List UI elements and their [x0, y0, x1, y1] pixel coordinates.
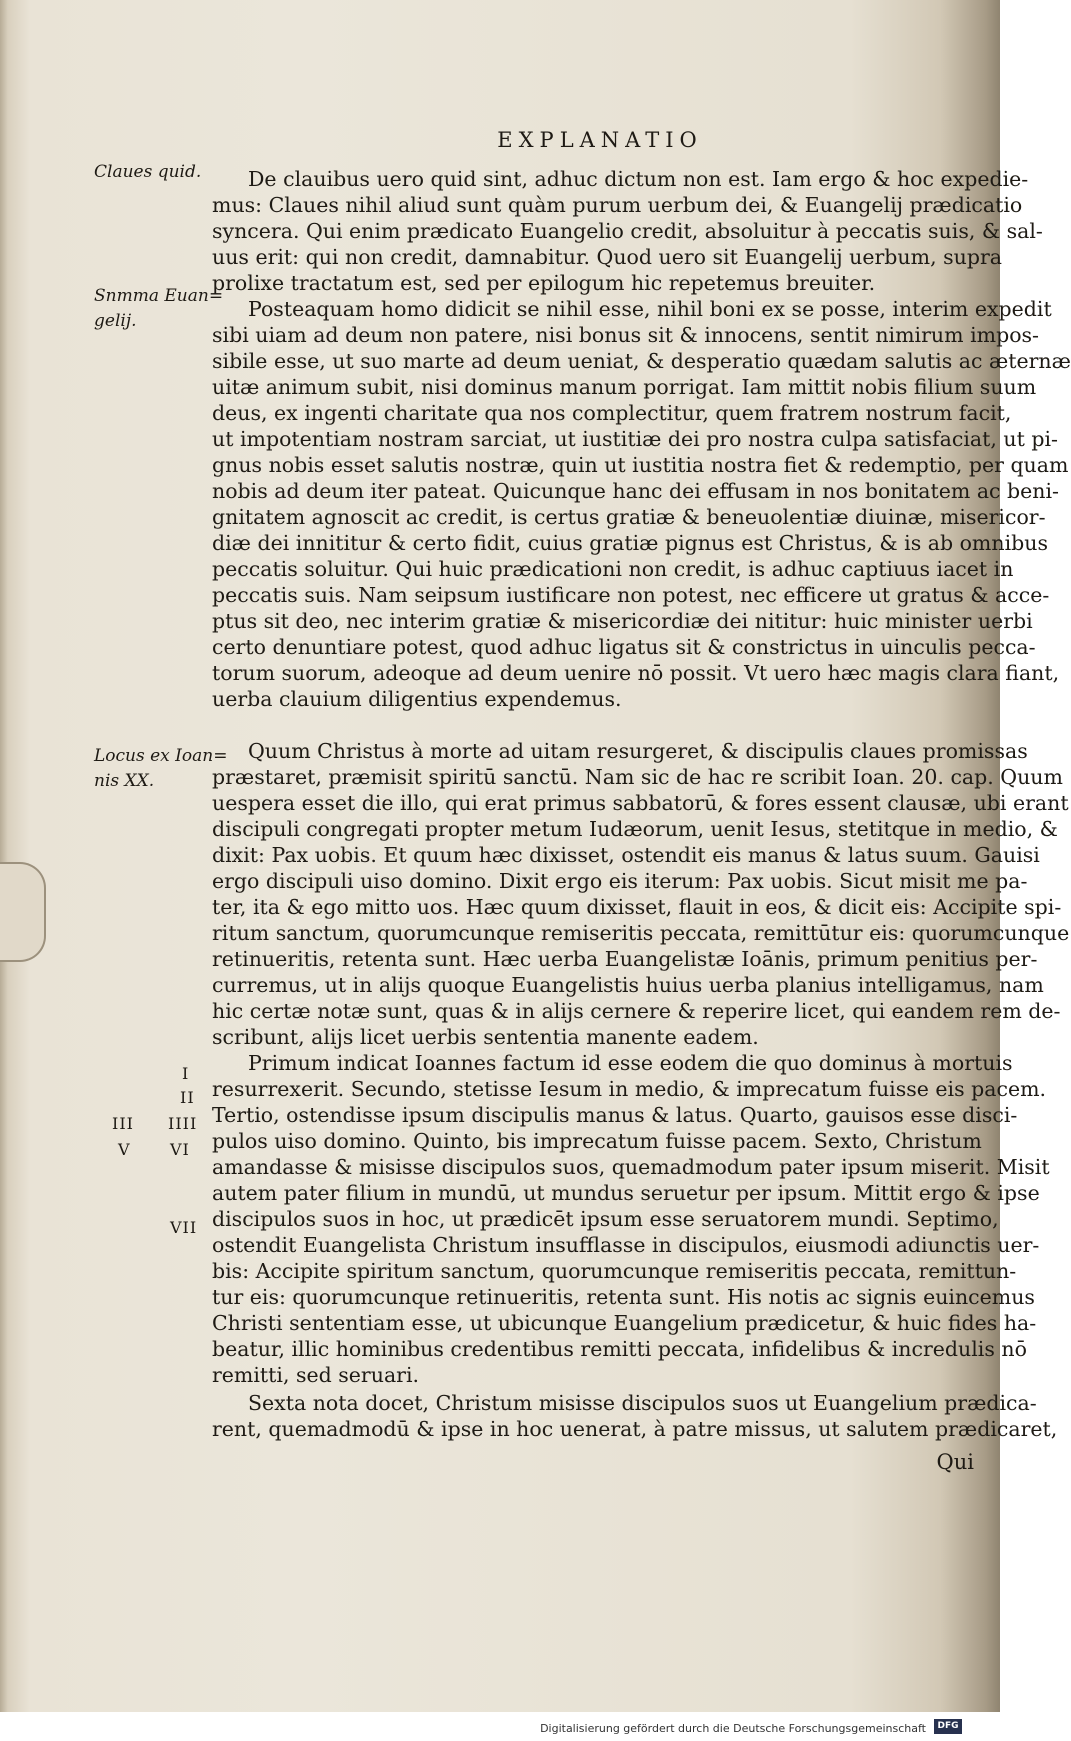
text-line: uitæ animum subit, nisi dominus manum porrigat. Iam mittit nobis filium suum [212, 375, 1037, 399]
text-line: sibile esse, ut suo marte ad deum ueniat, & desperatio quædam salutis ac æternæ [212, 349, 1071, 373]
margin-numeral: I [182, 1064, 190, 1083]
dfg-logo-icon: DFG [934, 1719, 962, 1734]
text-line: uespera esset die illo, qui erat primus sabbatorū, & fores essent clausæ, ubi erant [212, 791, 1069, 815]
margin-note-summa-1: Snmma Euan= [94, 286, 224, 306]
text-line: pulos uiso domino. Quinto, bis imprecatum fuisse pacem. Sexto, Christum [212, 1129, 982, 1153]
text-line: curremus, ut in alijs quoque Euangelistis huius uerba planius intelligamus, nam [212, 973, 1044, 997]
text-line: Posteaquam homo didicit se nihil esse, nihil boni ex se posse, interim expedit [248, 297, 1052, 321]
margin-numeral: II [180, 1088, 195, 1107]
running-head: EXPLANATIO [497, 128, 703, 152]
text-line: ptus sit deo, nec interim gratiæ & misericordiæ dei nititur: huic minister uerbi [212, 609, 1033, 633]
margin-numeral: IIII [168, 1114, 198, 1133]
text-line: Tertio, ostendisse ipsum discipulis manus & latus. Quarto, gauisos esse disci- [212, 1103, 1018, 1127]
text-line: diæ dei innititur & certo fidit, cuius gratiæ pignus est Christus, & is ab omnibus [212, 531, 1048, 555]
digitization-credit: Digitalisierung gefördert durch die Deutsche Forschungsgemeinschaft [540, 1722, 926, 1735]
text-line: deus, ex ingenti charitate qua nos complectitur, quem fratrem nostrum facit, [212, 401, 1012, 425]
page-tab-edge [0, 862, 46, 962]
text-line: ergo discipuli uiso domino. Dixit ergo eis iterum: Pax uobis. Sicut misit me pa- [212, 869, 1028, 893]
text-line: dixit: Pax uobis. Et quum hæc dixisset, ostendit eis manus & latus suum. Gauisi [212, 843, 1040, 867]
text-line: torum suorum, adeoque ad deum uenire nō possit. Vt uero hæc magis clara fiant, [212, 661, 1060, 685]
text-line: ut impotentiam nostram sarciat, ut iustitiæ dei pro nostra culpa satisfaciat, ut pi- [212, 427, 1058, 451]
text-line: Quum Christus à morte ad uitam resurgeret, & discipulis claues promissas [248, 739, 1028, 763]
text-line: sibi uiam ad deum non patere, nisi bonus sit & innocens, sentit nimirum impos- [212, 323, 1039, 347]
text-line: discipuli congregati propter metum Iudæorum, uenit Iesus, stetitque in medio, & [212, 817, 1058, 841]
text-line: peccatis soluitur. Qui huic prædicationi non credit, is adhuc captiuus iacet in [212, 557, 1014, 581]
text-line: bis: Accipite spiritum sanctum, quorumcunque remiseritis peccata, remittun- [212, 1259, 1017, 1283]
text-line: Primum indicat Ioannes factum id esse eodem die quo dominus à mortuis [248, 1051, 1013, 1075]
margin-note-locus-2: nis XX. [94, 771, 155, 791]
text-line: De clauibus uero quid sint, adhuc dictum non est. Iam ergo & hoc expedie- [248, 167, 1029, 191]
text-line: certo denuntiare potest, quod adhuc ligatus sit & constrictus in uinculis pecca- [212, 635, 1036, 659]
text-line: retinueritis, retenta sunt. Hæc uerba Euangelistæ Ioānis, primum penitius per- [212, 947, 1038, 971]
text-line: scribunt, alijs licet uerbis sententia manente eadem. [212, 1025, 759, 1049]
text-line: hic certæ notæ sunt, quas & in alijs cernere & reperire licet, qui eandem rem de- [212, 999, 1061, 1023]
text-line: Christi sententiam esse, ut ubicunque Euangelium prædicetur, & huic fides ha- [212, 1311, 1037, 1335]
text-line: autem pater filium in mundū, ut mundus seruetur per ipsum. Mittit ergo & ipse [212, 1181, 1040, 1205]
text-line: amandasse & misisse discipulos suos, quemadmodum pater ipsum miserit. Misit [212, 1155, 1050, 1179]
text-line: remitti, sed seruari. [212, 1363, 420, 1387]
text-line: Sexta nota docet, Christum misisse discipulos suos ut Euangelium prædica- [248, 1391, 1037, 1415]
text-line: ter, ita & ego mitto uos. Hæc quum dixisset, flauit in eos, & dicit eis: Accipite spi- [212, 895, 1062, 919]
text-line: peccatis suis. Nam seipsum iustificare non potest, nec efficere ut gratus & acce- [212, 583, 1050, 607]
text-line: prolixe tractatum est, sed per epilogum hic repetemus breuiter. [212, 271, 876, 295]
text-line: discipulos suos in hoc, ut prædicēt ipsum esse seruatorem mundi. Septimo, [212, 1207, 999, 1231]
text-line: ritum sanctum, quorumcunque remiseritis peccata, remittūtur eis: quorumcunque [212, 921, 1070, 945]
margin-numeral: VI [170, 1140, 190, 1159]
text-line: præstaret, præmisit spiritū sanctū. Nam sic de hac re scribit Ioan. 20. cap. Quum [212, 765, 1063, 789]
text-line: ostendit Euangelista Christum insufflasse in discipulos, eiusmodi adiunctis uer- [212, 1233, 1040, 1257]
text-line: syncera. Qui enim prædicato Euangelio credit, absoluitur à peccatis suis, & sal- [212, 219, 1043, 243]
text-line: resurrexerit. Secundo, stetisse Iesum in medio, & imprecatum fuisse eis pacem. [212, 1077, 1047, 1101]
text-line: gnitatem agnoscit ac credit, is certus gratiæ & beneuolentiæ diuinæ, misericor- [212, 505, 1046, 529]
text-line: uerba clauium diligentius expendemus. [212, 687, 622, 711]
margin-note-claues: Claues quid. [94, 162, 202, 182]
catchword: Qui [936, 1450, 974, 1474]
margin-note-locus-1: Locus ex Ioan= [94, 746, 228, 766]
text-line: beatur, illic hominibus credentibus remitti peccata, infidelibus & incredulis nō [212, 1337, 1027, 1361]
text-line: rent, quemadmodū & ipse in hoc uenerat, à patre missus, ut salutem prædicaret, [212, 1417, 1058, 1441]
margin-numeral: III [112, 1114, 134, 1133]
text-line: mus: Claues nihil aliud sunt quàm purum uerbum dei, & Euangelij prædicatio [212, 193, 1023, 217]
text-line: nobis ad deum iter pateat. Quicunque hanc dei effusam in nos bonitatem ac beni- [212, 479, 1059, 503]
text-line: gnus nobis esset salutis nostræ, quin ut iustitia nostra fiet & redemptio, per quam [212, 453, 1069, 477]
text-line: tur eis: quorumcunque retinueritis, retenta sunt. His notis ac signis euincemus [212, 1285, 1035, 1309]
margin-note-summa-2: gelij. [94, 311, 137, 331]
text-line: uus erit: qui non credit, damnabitur. Quod uero sit Euangelij uerbum, supra [212, 245, 1002, 269]
margin-numeral: VII [170, 1218, 198, 1237]
margin-numeral: V [118, 1140, 131, 1159]
